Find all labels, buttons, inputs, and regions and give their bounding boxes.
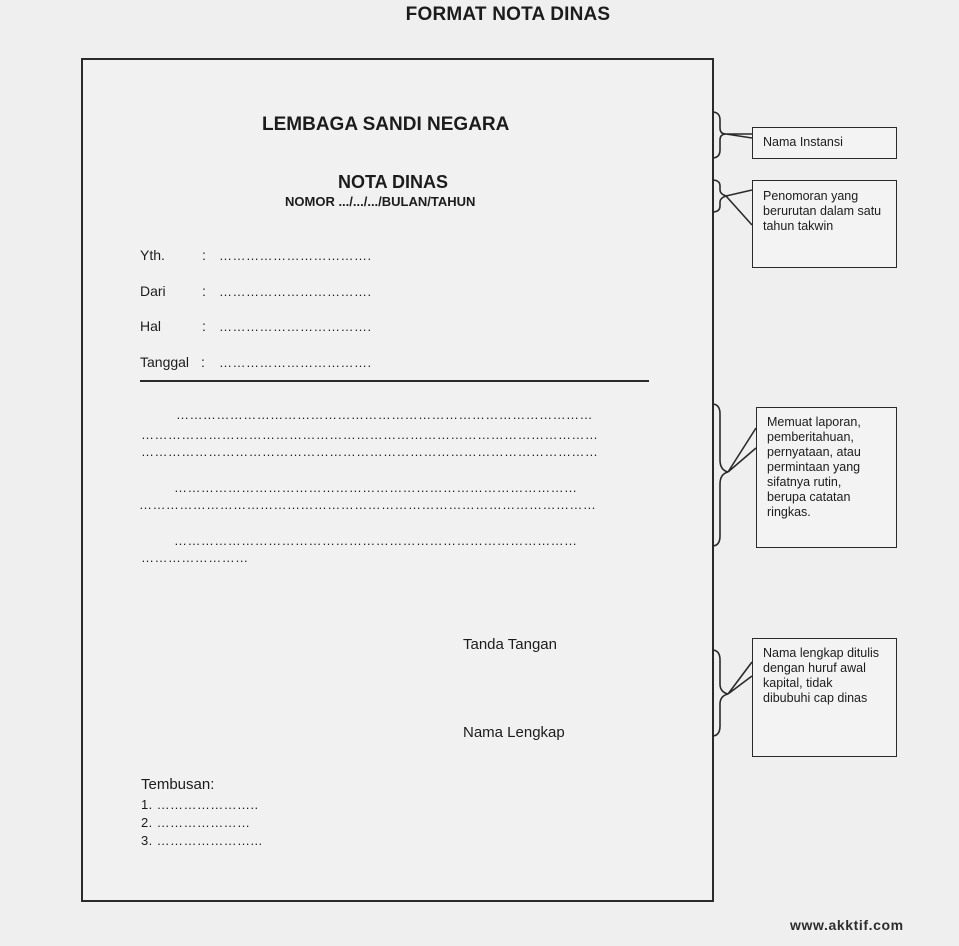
pointer-nama	[728, 662, 752, 694]
field-colon: :	[202, 247, 206, 263]
field-dots: …………………………….	[219, 355, 372, 370]
brace-isi	[712, 404, 728, 546]
brace-instansi	[712, 112, 726, 158]
field-colon: :	[202, 283, 206, 299]
field-colon: :	[202, 318, 206, 334]
instansi-heading: LEMBAGA SANDI NEGARA	[262, 114, 510, 135]
annotation-nama-instansi: Nama Instansi	[752, 127, 897, 159]
field-label-tanggal: Tanggal	[140, 354, 190, 370]
signature-label: Tanda Tangan	[463, 636, 557, 653]
field-dots: …………………………….	[219, 248, 372, 263]
tembusan-item: 3. …………………...	[141, 833, 263, 848]
tembusan-item: 1. …………………..	[141, 797, 259, 812]
annotation-penomoran: Penomoran yang berurutan dalam satu tahun takwin	[752, 180, 897, 268]
tembusan-item: 2. …………………	[141, 815, 251, 830]
page-title: FORMAT NOTA DINAS	[405, 4, 611, 25]
pointer-isi	[728, 428, 756, 472]
field-dots: …………………………….	[219, 284, 372, 299]
watermark: www.akktif.com	[790, 917, 904, 933]
pointer-penomoran	[726, 190, 752, 225]
brace-nama	[712, 650, 728, 736]
body-line: ……………………	[141, 550, 249, 565]
nota-dinas-title: NOTA DINAS	[338, 172, 448, 192]
annotation-nama-lengkap: Nama lengkap ditulis dengan huruf awal kapital, tidak dibubuhi cap dinas	[752, 638, 897, 757]
body-line: …………………………………………………………………………………………	[141, 427, 599, 442]
annotation-isi: Memuat laporan, pemberitahuan, pernyataan, atau permintaan yang sifatnya rutin, berupa catatan ringkas.	[756, 407, 897, 548]
body-line: ………………………………………………………………………………	[174, 533, 578, 548]
body-line: ………………………………………………………………………………	[174, 480, 578, 495]
full-name-label: Nama Lengkap	[463, 724, 565, 741]
field-label-dari: Dari	[140, 283, 166, 299]
nomor-line: NOMOR .../.../.../BULAN/TAHUN	[285, 194, 476, 209]
field-colon: :	[201, 354, 205, 370]
field-dots: …………………………….	[219, 319, 372, 334]
pointer-instansi	[726, 134, 752, 138]
field-label-hal: Hal	[140, 318, 162, 334]
body-line: …………………………………………………………………………………………	[139, 497, 597, 512]
tembusan-label: Tembusan:	[141, 776, 215, 793]
body-line: …………………………………………………………………………………………	[141, 444, 599, 459]
field-label-yth: Yth.	[140, 247, 165, 263]
brace-penomoran	[712, 180, 726, 212]
body-line: …………………………………………………………………………………	[176, 407, 593, 422]
